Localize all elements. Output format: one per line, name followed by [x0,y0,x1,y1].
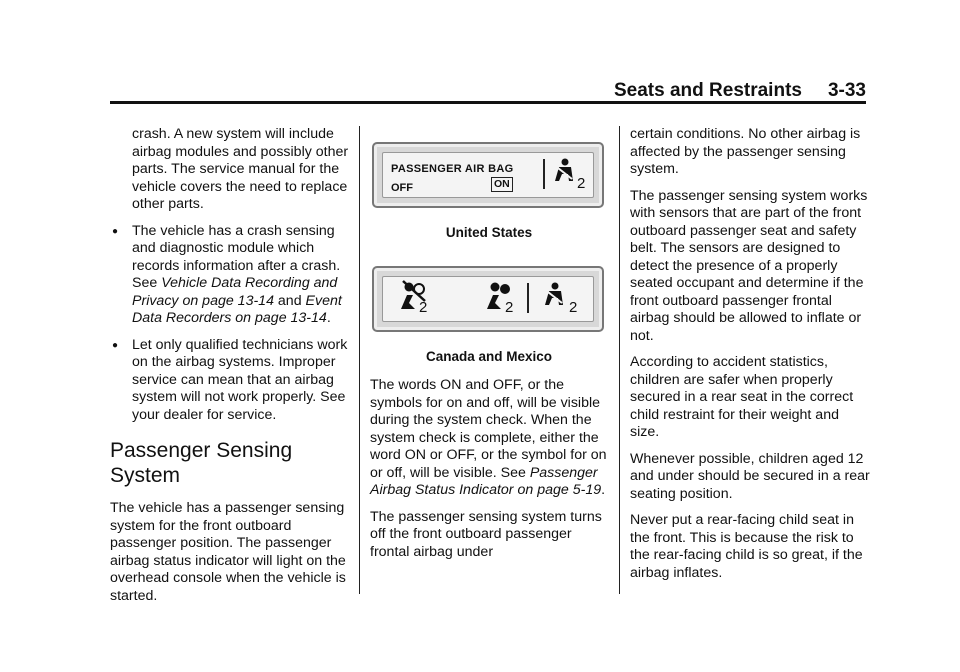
on-off-paragraph: The words ON and OFF, or the symbols for on and off, will be visible during the system check. When the system check is complete, either the word ON or OFF, or the symbol for on or off, will be visible. See Passenger Airbag Status Indicator on page 5-19. [370,377,607,498]
bullet-dot-icon: ● [112,225,119,237]
link-vehicle-data-recording[interactable]: Vehicle Data Recording and Privacy on page 13-14 [132,275,338,309]
seatbelt-icon [543,281,567,315]
caption-canada-mexico: Canada and Mexico [425,348,553,364]
paragraph-conditions: certain conditions. No other airbag is affected by the passenger sensing system. [630,126,861,177]
panel-divider [543,159,545,189]
seat-number-1: 2 [419,298,428,316]
caption-united-states: United States [445,225,533,240]
section-title: Seats and Restraints [614,80,802,101]
canada-mexico-indicator-panel [372,266,604,332]
paragraph-sensors: The passenger sensing system works with sensors that are part of the front outboard passenger seat and safety belt. The sensors are designed to detect the presence of a properly seated occupant and determine if the front outboard passenger frontal airbag should be allowed to inflate or not. [630,187,868,344]
paragraph-rear-facing: Never put a rear-facing child seat in the front. This is because the risk to the rear-facing child is so great, if the airbag inflates. [630,512,863,581]
section-heading: Passenger Sensing System [110,439,293,487]
seat-number-2: 2 [505,298,514,316]
header-rule [110,101,866,104]
on-label: ON [491,177,513,192]
link-event-data-recorders[interactable]: Event Data Recorders on page 13-14 [132,292,342,326]
passenger-air-bag-label: PASSENGER AIR BAG [391,163,514,175]
column-1 [110,126,350,614]
us-indicator-panel [372,142,604,208]
column-3 [630,126,870,591]
continued-paragraph: crash. A new system will include airbag modules and possibly other parts. The service manual for the vehicle covers the need to replace other parts. [132,126,349,212]
page-header [614,80,866,102]
page-number: 3-33 [827,80,866,101]
seat-number-3: 2 [569,298,578,316]
paragraph-children-age: Whenever possible, children aged 12 and under should be secured in a rear seating position. [630,450,870,502]
intro-paragraph: The vehicle has a passenger sensing system for the front outboard passenger position. The passenger airbag status indicator will light on the overhead console when the vehicle is started. [110,500,346,604]
bullet-crash-sensing: ● The vehicle has a crash sensing and diagnostic module which records information after a crash. See Vehicle Data Recording and Privacy on page 13-14 and Event Data Recorders on page 13-14. [112,222,342,326]
bullet-qualified-technicians: ● Let only qualified technicians work on the airbag systems. Improper service can mean that an airbag system will not work properly. See your dealer for service. [112,336,348,423]
panel-divider [527,283,529,313]
link-passenger-airbag-status[interactable]: Passenger Airbag Status Indicator on page 5-19 [370,464,602,498]
paragraph-statistics: According to accident statistics, children are safer when properly secured in a rear seat in the correct child restraint for their weight and size. [630,354,854,440]
seatbelt-icon [553,157,577,191]
seat-number: 2 [577,175,586,192]
turns-off-paragraph: The passenger sensing system turns off the front outboard passenger frontal airbag under [370,508,602,560]
column-divider-1 [359,126,360,594]
off-label: OFF [391,182,413,194]
column-2 [370,142,608,570]
column-divider-2 [619,126,620,594]
bullet-dot-icon: ● [112,339,119,351]
